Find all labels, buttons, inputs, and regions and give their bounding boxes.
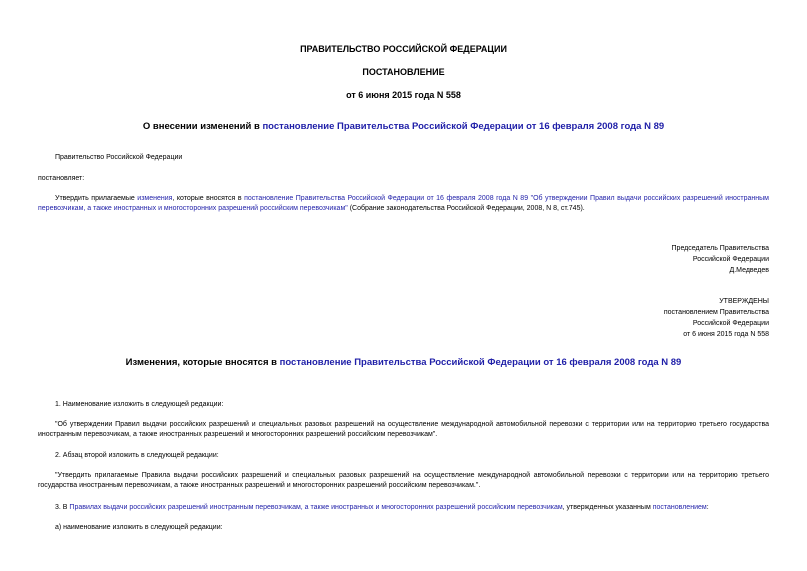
change-quote-2: "Утвердить прилагаемые Правила выдачи российских разрешений и специальных разовых разрешений на осуществление международной автомобильной перевозки с территории или на территорию третьего государства иностранным перевозчикам, а также иностранных разрешений и многосторонних разрешений российским перевозчикам.". xyxy=(38,472,769,489)
paragraph-1 xyxy=(38,194,769,214)
title-prefix: О внесении изменений в xyxy=(142,121,263,132)
signature-block xyxy=(672,243,769,276)
signature-country: Российской Федерации xyxy=(692,256,769,263)
rules-link[interactable]: Правилах выдачи российских разрешений иностранным перевозчикам, а также иностранных и многосторонних разрешений российским перевозчикам xyxy=(69,504,563,511)
change-item-1: 1. Наименование изложить в следующей редакции: xyxy=(55,401,224,408)
document-title xyxy=(0,121,807,132)
change-item-2: 2. Абзац второй изложить в следующей редакции: xyxy=(55,452,219,459)
signature-name: Д.Медведев xyxy=(729,267,769,274)
approved-label: УТВЕРЖДЕНЫ xyxy=(719,298,769,305)
item3-text-1: 3. В xyxy=(55,504,70,511)
item3-text-2: , утвержденных указанным xyxy=(562,504,653,511)
approved-date: от 6 июня 2015 года N 558 xyxy=(683,331,769,338)
government-line: Правительство Российской Федерации xyxy=(55,154,183,161)
document-date-number: от 6 июня 2015 года N 558 xyxy=(346,90,461,100)
change-item-3 xyxy=(55,503,709,513)
decides-line: постановляет: xyxy=(38,175,85,182)
changes-link[interactable]: изменения xyxy=(137,195,173,202)
signature-position: Председатель Правительства xyxy=(671,245,769,252)
approved-by: постановлением Правительства xyxy=(663,309,769,316)
changes-title-prefix: Изменения, которые вносятся в xyxy=(125,357,280,368)
government-heading: ПРАВИТЕЛЬСТВО РОССИЙСКОЙ ФЕДЕРАЦИИ xyxy=(300,44,507,54)
resolution-link[interactable]: постановлением xyxy=(652,504,707,511)
para1-text-1: Утвердить прилагаемые xyxy=(55,195,138,202)
resolution-89-link[interactable]: постановление Правительства Российской Федерации от 16 февраля 2008 года N 89 "Об утверждении Правил выдачи российских разрешений иностранным перевозчикам, а также иностранных и многосторонних разрешений российским перевозчикам" xyxy=(38,195,769,212)
item3-text-3: : xyxy=(706,504,709,511)
document-type: ПОСТАНОВЛЕНИЕ xyxy=(362,67,445,77)
title-link[interactable]: постановление Правительства Российской Федерации от 16 февраля 2008 года N 89 xyxy=(262,121,665,132)
approved-country: Российской Федерации xyxy=(692,320,769,327)
change-quote-1: "Об утверждении Правил выдачи российских разрешений и специальных разовых разрешений на осуществление международной автомобильной перевозки с территории или на территорию третьего государства иностранным перевозчикам, а также иностранных разрешений и многосторонних разрешений российским перевозчикам". xyxy=(38,421,769,438)
approved-block xyxy=(664,296,769,340)
changes-title xyxy=(0,357,807,368)
changes-title-link[interactable]: постановление Правительства Российской Федерации от 16 февраля 2008 года N 89 xyxy=(279,357,682,368)
change-item-3a: а) наименование изложить в следующей редакции: xyxy=(55,524,223,531)
para1-text-2: , которые вносятся в xyxy=(172,195,245,202)
para1-text-3: (Собрание законодательства Российской Федерации, 2008, N 8, ст.745). xyxy=(347,205,585,212)
